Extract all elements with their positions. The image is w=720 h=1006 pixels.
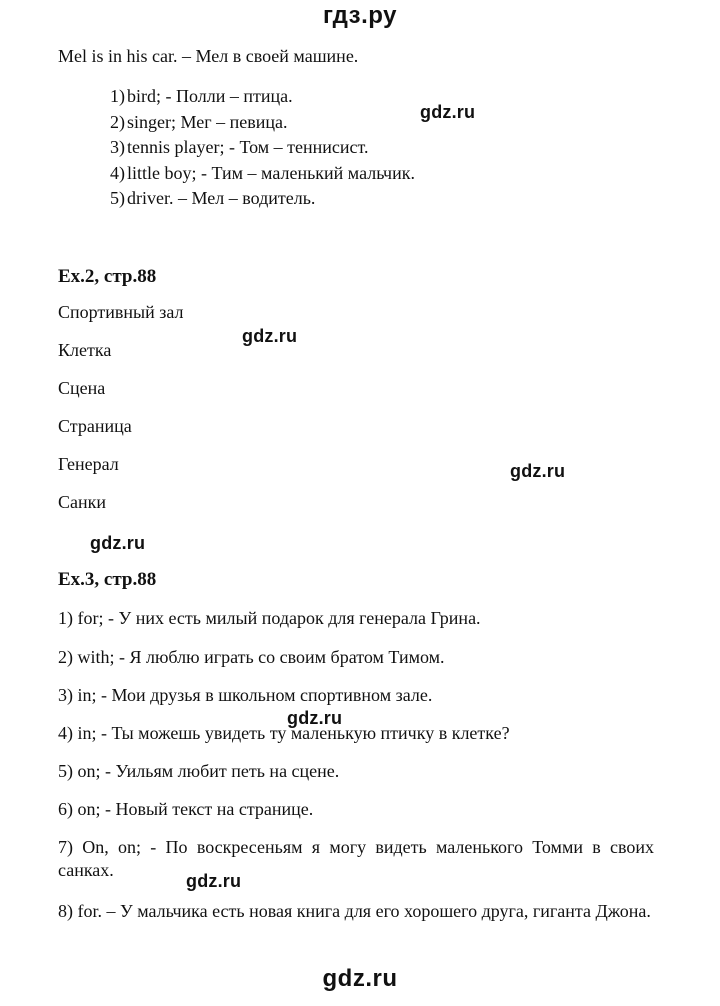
watermark: gdz.ru	[242, 326, 298, 346]
list-item	[110, 113, 288, 131]
list-item	[110, 138, 369, 156]
list-item: 7) On, on; - По воскресеньям я могу видеть маленького Томми в своих санках.	[58, 837, 654, 880]
list-item	[110, 87, 293, 105]
site-footer-logo: gdz.ru	[322, 965, 398, 992]
list-item: 3) in; - Мои друзья в школьном спортивном зале.	[58, 685, 433, 705]
list-item: 5) on; - Уильям любит петь на сцене.	[58, 761, 340, 781]
watermark: gdz.ru	[90, 533, 146, 553]
list-item: 6) on; - Новый текст на странице.	[58, 799, 314, 819]
list-item-number: 4)	[110, 163, 125, 183]
list-item-text: tennis player; - Том – теннисист.	[127, 137, 369, 157]
list-item	[110, 189, 315, 207]
list-item: Клетка	[58, 340, 112, 360]
list-item: 1) for; - У них есть милый подарок для генерала Грина.	[58, 608, 481, 628]
list-item: Генерал	[58, 454, 119, 474]
ex3-heading: Ex.3, стр.88	[58, 569, 157, 590]
ex2-heading: Ex.2, стр.88	[58, 266, 157, 287]
list-item-number: 5)	[110, 188, 125, 208]
list-item-number: 1)	[110, 86, 125, 106]
watermark: gdz.ru	[420, 102, 476, 122]
list-item-text: singer; Мег – певица.	[127, 112, 288, 132]
list-item-text: driver. – Мел – водитель.	[127, 188, 316, 208]
list-item: 8) for. – У мальчика есть новая книга для его хорошего друга, гиганта Джона.	[58, 901, 651, 921]
site-header-logo: гдз.ру	[323, 2, 397, 29]
watermark: gdz.ru	[186, 871, 242, 891]
list-item-number: 3)	[110, 137, 125, 157]
list-item: Санки	[58, 492, 107, 512]
list-item-text: little boy; - Тим – маленький мальчик.	[127, 163, 415, 183]
watermark: gdz.ru	[287, 708, 343, 728]
list-item-number: 2)	[110, 112, 125, 132]
intro-sentence: Mel is in his car. – Мел в своей машине.	[58, 46, 359, 66]
list-item: Спортивный зал	[58, 302, 184, 322]
list-item-text: bird; - Полли – птица.	[127, 86, 293, 106]
list-item: 4) in; - Ты можешь увидеть ту маленькую птичку в клетке?	[58, 723, 510, 743]
watermark: gdz.ru	[510, 461, 566, 481]
list-item: Страница	[58, 416, 132, 436]
list-item: 2) with; - Я люблю играть со своим братом Тимом.	[58, 647, 445, 667]
list-item: Сцена	[58, 378, 106, 398]
list-item	[110, 164, 415, 182]
